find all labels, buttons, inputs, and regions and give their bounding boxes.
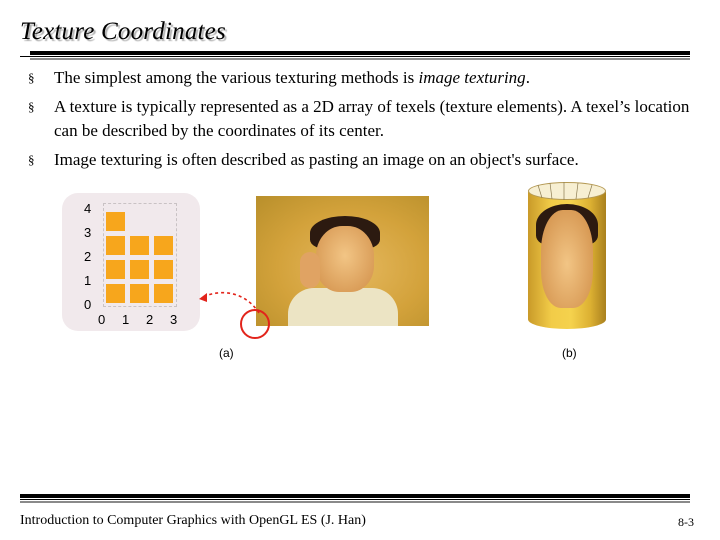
bullet-text-end: . [525, 68, 530, 87]
bullet-item [28, 148, 693, 172]
bullet-emphasis: image texturing [418, 68, 526, 87]
texel [154, 260, 173, 279]
y-tick-label: 0 [84, 297, 92, 312]
title-rule-shadow [30, 58, 690, 60]
texel [130, 236, 149, 255]
title-rule-thin [20, 56, 690, 57]
bullet-marker-icon: § [28, 70, 35, 85]
y-tick-label: 4 [84, 201, 92, 216]
texture-photo [256, 196, 429, 326]
y-tick-label: 2 [84, 249, 92, 264]
footer-rule [20, 494, 690, 498]
cylinder-face [541, 210, 593, 308]
cylinder-mesh-icon [528, 182, 606, 200]
bullet-text: A texture is typically represented as a 2D array of texels (texture elements). A texel’s location can be described by the coordinates of its center. [54, 97, 690, 140]
texel [130, 260, 149, 279]
bullet-text: The simplest among the various texturing methods is [54, 68, 419, 87]
slide-title: Texture Coordinates [20, 18, 226, 45]
x-tick-label: 0 [98, 312, 106, 327]
bullet-list [28, 66, 693, 177]
page-number: 8-3 [678, 515, 694, 529]
bullet-item [28, 66, 693, 90]
bullet-item [28, 95, 693, 143]
footer-rule-thin [20, 499, 690, 500]
texel [106, 212, 125, 231]
title-rule [30, 51, 690, 55]
x-tick-label: 2 [146, 312, 154, 327]
texel [154, 284, 173, 303]
texel [106, 236, 125, 255]
footer-course: Introduction to Computer Graphics with OpenGL ES (J. Han) [20, 513, 366, 528]
bullet-marker-icon: § [28, 99, 35, 114]
y-tick-label: 1 [84, 273, 92, 288]
texel [154, 236, 173, 255]
x-tick-label: 1 [122, 312, 130, 327]
x-tick-label: 3 [170, 312, 178, 327]
photo-hand [300, 252, 320, 288]
footer-rule-shadow [20, 501, 690, 503]
figure-b-caption: (b) [562, 346, 577, 360]
texel-highlight-circle [240, 309, 270, 339]
texel [106, 284, 125, 303]
photo-face [316, 226, 374, 292]
y-tick-label: 3 [84, 225, 92, 240]
figure-a-caption: (a) [219, 346, 234, 360]
texel [106, 260, 125, 279]
bullet-marker-icon: § [28, 152, 35, 167]
photo-shirt [288, 288, 398, 326]
texel [130, 284, 149, 303]
bullet-text: Image texturing is often described as pasting an image on an object's surface. [54, 150, 579, 169]
